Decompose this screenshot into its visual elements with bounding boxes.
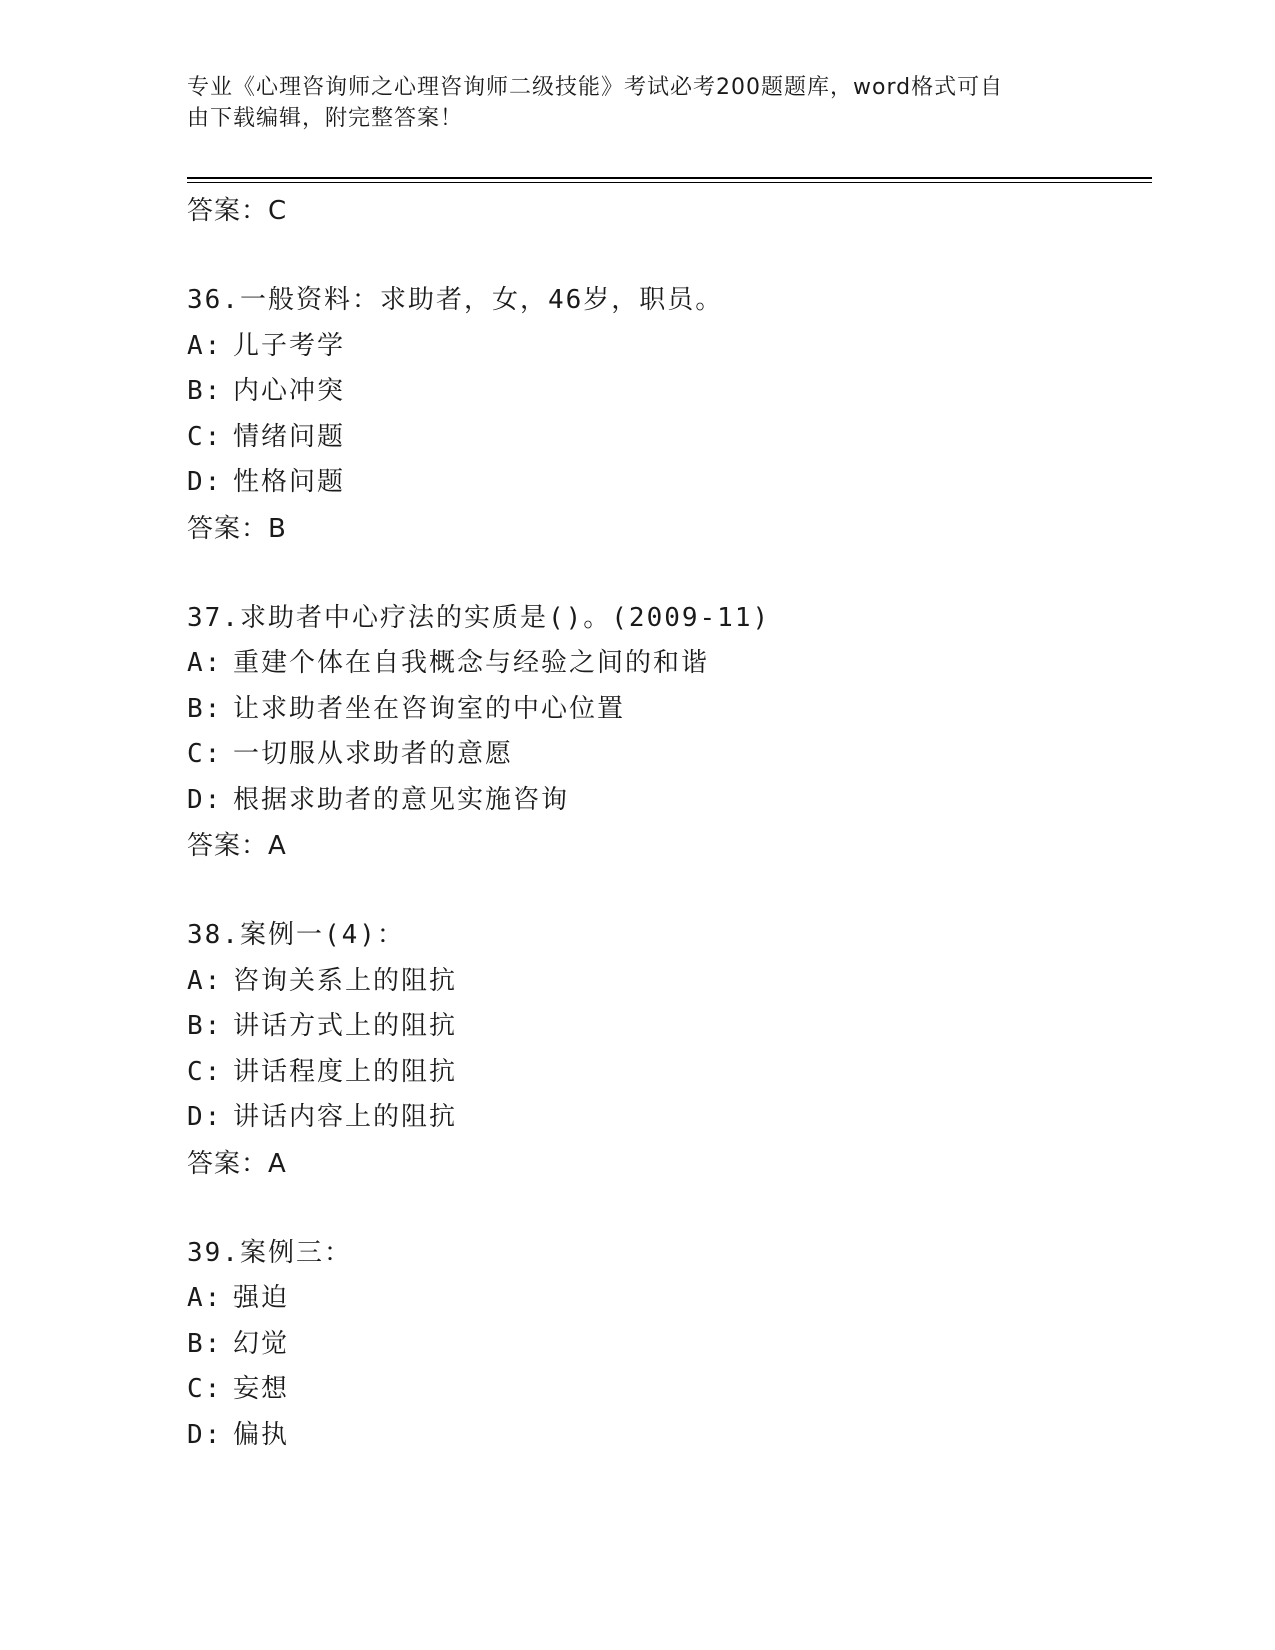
question-stem: 36.一般资料：求助者，女，46岁，职员。 <box>187 285 724 315</box>
header-line-2: 由下载编辑，附完整答案！ <box>187 106 464 131</box>
question-stem: 39.案例三： <box>187 1237 352 1268</box>
option-text: 讲话内容上的阻抗 <box>233 1102 458 1132</box>
option-b <box>187 369 1147 415</box>
option-key: C: <box>187 1374 223 1404</box>
option-c <box>187 415 1147 461</box>
option-text: 幻觉 <box>233 1328 290 1359</box>
question-item <box>187 278 1147 552</box>
option-d <box>187 1095 1147 1141</box>
option-text: 妄想 <box>233 1374 290 1404</box>
option-key: A: <box>187 648 223 678</box>
option-key: B: <box>187 693 223 724</box>
option-a <box>187 324 1147 370</box>
question-item <box>187 913 1147 1187</box>
option-text: 内心冲突 <box>233 376 346 406</box>
option-key: C: <box>187 421 223 452</box>
option-a <box>187 1276 1147 1322</box>
option-text: 一切服从求助者的意愿 <box>233 739 514 769</box>
option-key: C: <box>187 1056 223 1087</box>
option-text: 情绪问题 <box>233 421 346 452</box>
option-a <box>187 641 1147 687</box>
question-item <box>187 596 1147 870</box>
answer-line: 答案：A <box>187 1148 287 1179</box>
option-c <box>187 732 1147 778</box>
option-d <box>187 778 1147 824</box>
document-header <box>187 72 1067 134</box>
option-key: A: <box>187 1283 223 1313</box>
option-c <box>187 1050 1147 1096</box>
question-stem: 38.案例一(4)： <box>187 920 405 950</box>
option-text: 咨询关系上的阻抗 <box>233 965 458 996</box>
option-text: 让求助者坐在咨询室的中心位置 <box>233 693 626 724</box>
answer-line: 答案：A <box>187 831 287 861</box>
option-a <box>187 959 1147 1005</box>
answer-line: 答案：C <box>187 196 288 226</box>
option-d <box>187 460 1147 506</box>
question-stem: 37.求助者中心疗法的实质是()。(2009-11) <box>187 602 771 633</box>
option-text: 讲话方式上的阻抗 <box>233 1011 458 1041</box>
option-d <box>187 1413 1147 1459</box>
option-key: B: <box>187 376 223 406</box>
option-text: 根据求助者的意见实施咨询 <box>233 784 570 815</box>
header-divider-thick <box>187 177 1152 179</box>
header-line-1: 专业《心理咨询师之心理咨询师二级技能》考试必考200题题库，word格式可自 <box>187 75 1004 100</box>
question-list <box>187 188 1147 1458</box>
option-b <box>187 1322 1147 1368</box>
option-text: 偏执 <box>233 1419 290 1450</box>
option-key: D: <box>187 1419 223 1450</box>
option-text: 讲话程度上的阻抗 <box>233 1056 458 1087</box>
option-key: D: <box>187 1102 223 1132</box>
option-key: B: <box>187 1011 223 1041</box>
option-text: 强迫 <box>233 1283 290 1313</box>
option-key: A: <box>187 965 223 996</box>
option-key: C: <box>187 739 223 769</box>
option-c <box>187 1367 1147 1413</box>
option-b <box>187 1004 1147 1050</box>
answer-line: 答案：B <box>187 513 287 544</box>
option-key: D: <box>187 784 223 815</box>
option-key: D: <box>187 467 223 497</box>
header-divider-thin <box>187 182 1152 183</box>
option-b <box>187 687 1147 733</box>
option-text: 性格问题 <box>233 467 346 497</box>
option-key: A: <box>187 330 223 361</box>
option-key: B: <box>187 1328 223 1359</box>
option-text: 重建个体在自我概念与经验之间的和谐 <box>233 648 710 678</box>
question-item <box>187 1231 1147 1459</box>
option-text: 儿子考学 <box>233 330 346 361</box>
